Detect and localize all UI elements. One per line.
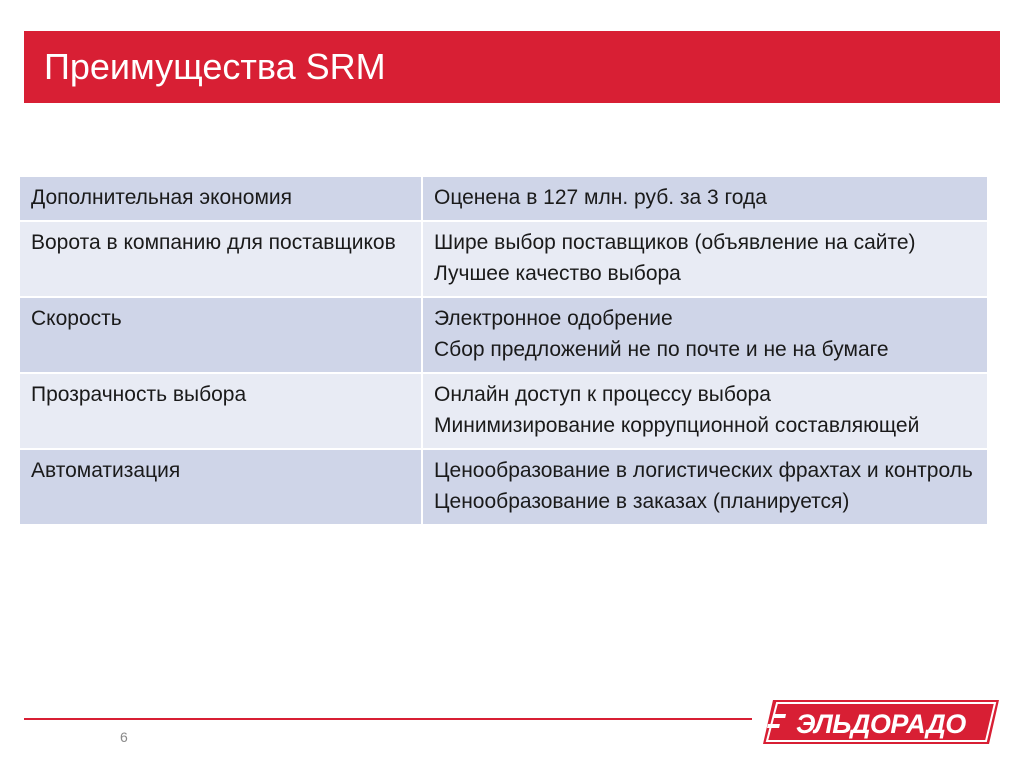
benefit-detail-line: Оценена в 127 млн. руб. за 3 года	[434, 186, 767, 209]
benefit-details	[423, 450, 987, 526]
table-row	[20, 298, 987, 374]
benefit-detail-line: Ценообразование в логистических фрахтах и контроль	[434, 459, 973, 482]
benefit-detail-line: Электронное одобрение	[434, 307, 673, 330]
benefit-details	[423, 374, 987, 450]
table-row	[20, 450, 987, 526]
benefit-label: Автоматизация	[20, 450, 423, 526]
page-number: 6	[120, 729, 128, 745]
benefit-detail-line: Ценообразование в заказах (планируется)	[434, 490, 850, 513]
table-row	[20, 177, 987, 222]
benefit-detail-line: Онлайн доступ к процессу выбора	[434, 383, 771, 406]
table-row	[20, 222, 987, 298]
benefit-detail-line: Шире выбор поставщиков (объявление на сайте)	[434, 231, 916, 254]
benefit-details	[423, 298, 987, 374]
title-bar	[24, 31, 1000, 103]
benefits-table	[20, 177, 987, 526]
table-row	[20, 374, 987, 450]
benefit-detail-line: Минимизирование коррупционной составляющей	[434, 414, 920, 437]
benefit-label: Ворота в компанию для поставщиков	[20, 222, 423, 298]
eldorado-logo	[763, 700, 999, 744]
benefit-details	[423, 222, 987, 298]
benefit-label: Прозрачность выбора	[20, 374, 423, 450]
benefit-detail-line: Сбор предложений не по почте и не на бумаге	[434, 338, 889, 361]
footer-divider	[24, 718, 752, 720]
benefit-label: Дополнительная экономия	[20, 177, 423, 222]
benefit-details	[423, 177, 987, 222]
benefit-detail-line: Лучшее качество выбора	[434, 262, 681, 285]
eldorado-logo-text: ЭЛЬДОРАДО	[796, 709, 966, 739]
slide-title: Преимущества SRM	[44, 46, 386, 87]
benefit-label: Скорость	[20, 298, 423, 374]
